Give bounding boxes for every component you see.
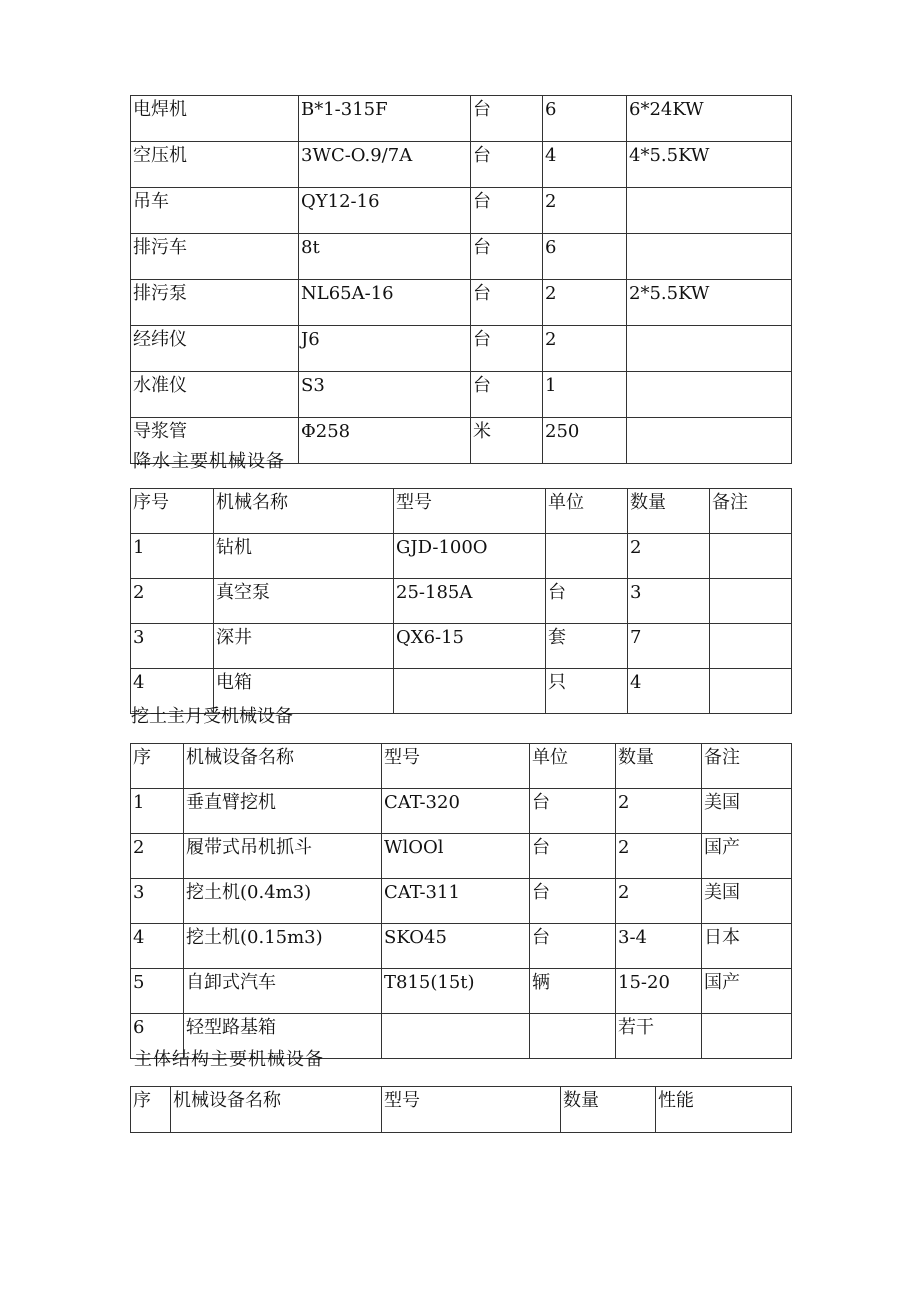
table-cell: 4 — [131, 924, 184, 969]
column-header: 序 — [131, 744, 184, 789]
table-cell: J6 — [299, 326, 471, 372]
table-row — [131, 326, 792, 372]
table-cell: T815(15t) — [382, 969, 530, 1014]
table-cell: 7 — [628, 624, 710, 669]
table-cell: 5 — [131, 969, 184, 1014]
table-cell: 辆 — [530, 969, 616, 1014]
table-cell: 垂直臂挖机 — [184, 789, 382, 834]
table-cell: 6 — [131, 1014, 184, 1059]
table-cell: 2 — [131, 834, 184, 879]
table-cell: 3-4 — [616, 924, 702, 969]
column-header: 数量 — [561, 1087, 656, 1133]
section-caption-excavation: 挖土主月受机械设备 — [131, 706, 293, 727]
table-cell: 6*24KW — [627, 96, 792, 142]
table-cell: 台 — [530, 834, 616, 879]
table-cell: 台 — [530, 789, 616, 834]
table-cell: 1 — [131, 534, 214, 579]
table-cell: 3WC-O.9/7A — [299, 142, 471, 188]
table-header-row — [131, 1087, 792, 1133]
excavation-equipment-table — [130, 743, 792, 1059]
table-cell: 钻机 — [214, 534, 394, 579]
column-header: 数量 — [616, 744, 702, 789]
table-cell — [627, 418, 792, 464]
table-cell: 6 — [543, 234, 627, 280]
table-cell — [546, 534, 628, 579]
table-cell: GJD-100O — [394, 534, 546, 579]
table-cell: 国产 — [702, 834, 792, 879]
table-cell — [382, 1014, 530, 1059]
table-cell: S3 — [299, 372, 471, 418]
table-cell: 台 — [471, 372, 543, 418]
table-cell: QX6-15 — [394, 624, 546, 669]
table-cell: 2 — [543, 280, 627, 326]
table-cell: 排污泵 — [131, 280, 299, 326]
table-cell: 15-20 — [616, 969, 702, 1014]
table-cell: 水准仪 — [131, 372, 299, 418]
column-header: 序 — [131, 1087, 171, 1133]
column-header: 序号 — [131, 489, 214, 534]
table-cell: 自卸式汽车 — [184, 969, 382, 1014]
table-row — [131, 924, 792, 969]
table-cell: 套 — [546, 624, 628, 669]
table-cell: 只 — [546, 669, 628, 714]
table-row — [131, 534, 792, 579]
main-structure-equipment-table — [130, 1086, 792, 1133]
column-header: 备注 — [710, 489, 792, 534]
table-cell: 4*5.5KW — [627, 142, 792, 188]
section-caption-main-structure: 主体结构主要机械设备 — [134, 1049, 324, 1070]
table-row — [131, 96, 792, 142]
table-cell: 2 — [628, 534, 710, 579]
table-cell: 4 — [131, 669, 214, 714]
table-cell: 排污车 — [131, 234, 299, 280]
table-cell: 挖土机(0.15m3) — [184, 924, 382, 969]
table-cell — [710, 624, 792, 669]
table-cell: 3 — [131, 879, 184, 924]
table-cell: 日本 — [702, 924, 792, 969]
table-row — [131, 234, 792, 280]
table-cell: 导浆管 — [131, 418, 299, 464]
table-cell: 台 — [471, 96, 543, 142]
table-cell: 250 — [543, 418, 627, 464]
table-cell: 2 — [543, 326, 627, 372]
table-header-row — [131, 744, 792, 789]
table-cell: 真空泵 — [214, 579, 394, 624]
table-cell: 3 — [628, 579, 710, 624]
table-cell — [627, 188, 792, 234]
table-cell: SKO45 — [382, 924, 530, 969]
column-header: 型号 — [382, 1087, 561, 1133]
table-cell — [710, 669, 792, 714]
table-cell: 25-185A — [394, 579, 546, 624]
table-cell: 3 — [131, 624, 214, 669]
column-header: 单位 — [546, 489, 628, 534]
section-caption-dewatering: 降水主要机械设备 — [133, 451, 285, 472]
table-row — [131, 280, 792, 326]
table-cell: 挖土机(0.4m3) — [184, 879, 382, 924]
table-cell: 台 — [546, 579, 628, 624]
table-cell: 台 — [530, 924, 616, 969]
table-cell: 2 — [131, 579, 214, 624]
table-cell: 经纬仪 — [131, 326, 299, 372]
table-cell — [394, 669, 546, 714]
table-cell: 台 — [471, 234, 543, 280]
table-cell: 2 — [616, 834, 702, 879]
dewatering-equipment-table — [130, 488, 792, 714]
table-cell: 1 — [543, 372, 627, 418]
column-header: 单位 — [530, 744, 616, 789]
table-cell — [627, 234, 792, 280]
table-cell: 4 — [543, 142, 627, 188]
table-cell — [702, 1014, 792, 1059]
column-header: 机械设备名称 — [171, 1087, 382, 1133]
table-cell: 美国 — [702, 789, 792, 834]
column-header: 机械名称 — [214, 489, 394, 534]
equipment-table-continued — [130, 95, 792, 464]
table-cell: 2 — [616, 789, 702, 834]
table-cell: QY12-16 — [299, 188, 471, 234]
table-cell: NL65A-16 — [299, 280, 471, 326]
table-header-row — [131, 489, 792, 534]
table-cell: 台 — [530, 879, 616, 924]
column-header: 性能 — [656, 1087, 792, 1133]
table-cell: 米 — [471, 418, 543, 464]
column-header: 数量 — [628, 489, 710, 534]
table-cell: 8t — [299, 234, 471, 280]
table-cell: 台 — [471, 142, 543, 188]
table-cell: CAT-320 — [382, 789, 530, 834]
table-cell: 美国 — [702, 879, 792, 924]
table-cell: 空压机 — [131, 142, 299, 188]
table-cell — [710, 579, 792, 624]
table-cell: 吊车 — [131, 188, 299, 234]
table-row — [131, 624, 792, 669]
table-cell: WlOOl — [382, 834, 530, 879]
table-row — [131, 834, 792, 879]
table-cell: 台 — [471, 280, 543, 326]
column-header: 型号 — [394, 489, 546, 534]
table-cell: 履带式吊机抓斗 — [184, 834, 382, 879]
table-cell: 轻型路基箱 — [184, 1014, 382, 1059]
table-cell: B*1-315F — [299, 96, 471, 142]
table-cell: 2 — [543, 188, 627, 234]
table-row — [131, 969, 792, 1014]
table-cell: Φ258 — [299, 418, 471, 464]
table-cell: CAT-311 — [382, 879, 530, 924]
table-cell: 6 — [543, 96, 627, 142]
table-row — [131, 789, 792, 834]
table-cell: 1 — [131, 789, 184, 834]
table-cell: 台 — [471, 326, 543, 372]
table-row — [131, 879, 792, 924]
table-row — [131, 142, 792, 188]
column-header: 机械设备名称 — [184, 744, 382, 789]
table-cell: 2*5.5KW — [627, 280, 792, 326]
table-cell: 深井 — [214, 624, 394, 669]
table-cell: 电焊机 — [131, 96, 299, 142]
table-cell: 国产 — [702, 969, 792, 1014]
column-header: 型号 — [382, 744, 530, 789]
table-cell — [710, 534, 792, 579]
table-cell: 台 — [471, 188, 543, 234]
table-row — [131, 188, 792, 234]
table-cell — [530, 1014, 616, 1059]
table-cell: 电箱 — [214, 669, 394, 714]
table-cell: 2 — [616, 879, 702, 924]
table-cell: 4 — [628, 669, 710, 714]
table-cell — [627, 326, 792, 372]
table-row — [131, 372, 792, 418]
table-cell: 若干 — [616, 1014, 702, 1059]
table-cell — [627, 372, 792, 418]
column-header: 备注 — [702, 744, 792, 789]
table-row — [131, 579, 792, 624]
